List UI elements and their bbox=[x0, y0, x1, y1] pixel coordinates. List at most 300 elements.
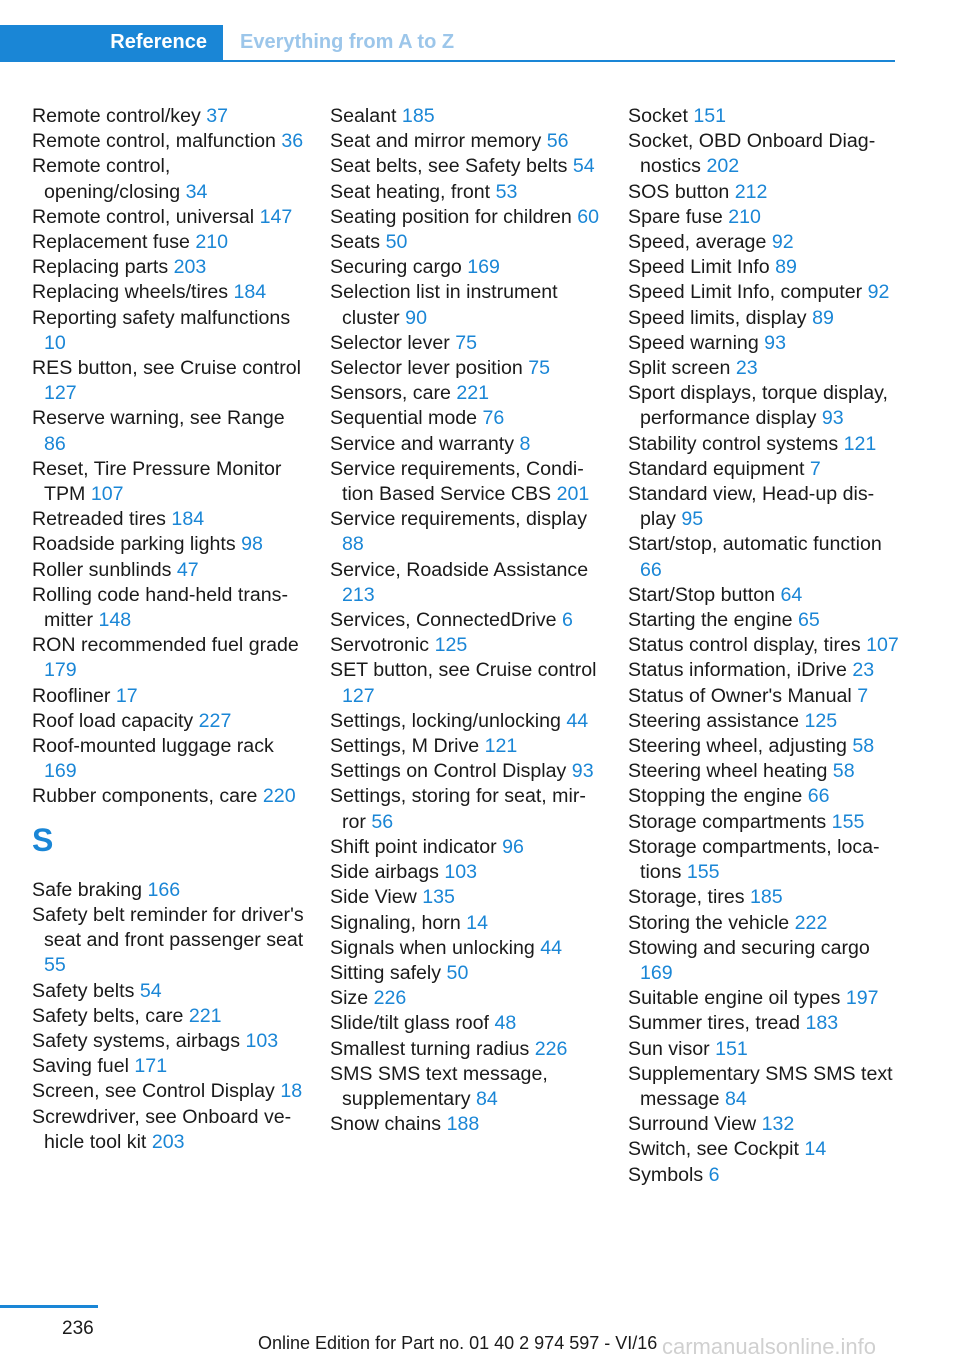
index-entry bbox=[628, 457, 900, 482]
index-entry bbox=[628, 129, 900, 179]
entry-term: Seating position for children bbox=[330, 205, 572, 228]
edition-note: Online Edition for Part no. 01 40 2 974 597 - VI/16 bbox=[258, 1333, 658, 1353]
entry-term: Replacement fuse bbox=[32, 231, 190, 254]
page-link[interactable]: 50 bbox=[446, 961, 469, 984]
index-entry bbox=[330, 1011, 602, 1036]
index-entry bbox=[330, 331, 602, 356]
index-entry bbox=[628, 1037, 900, 1062]
page-link[interactable]: 10 bbox=[44, 331, 66, 354]
index-entry bbox=[628, 684, 900, 709]
index-entry bbox=[330, 457, 602, 507]
index-entry bbox=[330, 986, 602, 1011]
index-entry bbox=[330, 1112, 602, 1137]
entry-term: Safety belts bbox=[32, 979, 135, 1002]
entry-term: SMS SMS text message, supplementary bbox=[330, 1062, 548, 1110]
entry-term: Stability control systems bbox=[628, 432, 839, 455]
index-entry bbox=[330, 129, 602, 154]
page-link[interactable]: 185 bbox=[749, 886, 783, 909]
page-link[interactable]: 7 bbox=[809, 457, 821, 480]
entry-term: Side airbags bbox=[330, 861, 439, 884]
page-link[interactable]: 135 bbox=[422, 886, 455, 909]
index-entry bbox=[330, 1062, 602, 1112]
index-column-3 bbox=[628, 104, 900, 1188]
page-link[interactable]: 6 bbox=[708, 1163, 720, 1186]
entry-term: Reserve warning, see Range bbox=[32, 407, 285, 430]
page-link[interactable]: 222 bbox=[794, 911, 828, 934]
page-link[interactable]: 92 bbox=[771, 231, 794, 254]
index-entry bbox=[628, 936, 900, 986]
entry-term: Safety belts, care bbox=[32, 1004, 184, 1027]
index-entry bbox=[32, 878, 304, 903]
entry-term: Remote control, malfunction bbox=[32, 130, 276, 153]
page-link[interactable]: 50 bbox=[385, 231, 408, 254]
page-link[interactable]: 227 bbox=[198, 709, 232, 732]
index-entry bbox=[628, 810, 900, 835]
index-entry bbox=[32, 129, 304, 154]
page-link[interactable]: 125 bbox=[804, 709, 838, 732]
entry-term: RES button, see Cruise control bbox=[32, 357, 302, 380]
entry-term: Status information, iDrive bbox=[628, 659, 847, 682]
index-entry bbox=[628, 986, 900, 1011]
index-entry bbox=[628, 835, 900, 885]
page-link[interactable]: 44 bbox=[540, 936, 563, 959]
index-entry bbox=[32, 1105, 304, 1155]
page-link[interactable]: 84 bbox=[475, 1087, 498, 1110]
page-link[interactable]: 64 bbox=[780, 583, 803, 606]
index-entry bbox=[32, 1004, 304, 1029]
page-link[interactable]: 8 bbox=[519, 432, 531, 455]
entry-term: Screwdriver, see Onboard vehicle tool kit bbox=[32, 1105, 292, 1153]
page-link[interactable]: 184 bbox=[171, 508, 205, 531]
index-entry bbox=[628, 1137, 900, 1162]
entry-term: Speed limits, display bbox=[628, 306, 807, 329]
entry-term: Storage compartments bbox=[628, 810, 827, 833]
entry-term: Sport displays, torque display, performance display bbox=[628, 382, 888, 430]
section-tab-label: Reference bbox=[110, 31, 207, 53]
index-entry bbox=[32, 280, 304, 305]
watermark: carmanualsonline.info bbox=[662, 1334, 877, 1359]
entry-term: Signals when unlocking bbox=[330, 936, 535, 959]
page-link[interactable]: 103 bbox=[444, 861, 478, 884]
index-entry bbox=[628, 734, 900, 759]
entry-term: Status control display, tires bbox=[628, 634, 861, 657]
page-link[interactable]: 36 bbox=[281, 130, 304, 153]
index-entry bbox=[32, 306, 304, 356]
page-link[interactable]: 179 bbox=[44, 659, 77, 682]
index-entry bbox=[628, 759, 900, 784]
page-link[interactable]: 60 bbox=[577, 205, 600, 228]
page-link[interactable]: 125 bbox=[434, 634, 468, 657]
page-link[interactable]: 58 bbox=[852, 735, 875, 758]
index-entry bbox=[32, 356, 304, 406]
page-link[interactable]: 210 bbox=[195, 231, 229, 254]
page-link[interactable]: 93 bbox=[821, 407, 844, 430]
entry-term: Slide/tilt glass roof bbox=[330, 1012, 489, 1035]
index-column-2 bbox=[330, 104, 602, 1137]
index-entry bbox=[330, 507, 602, 557]
entry-term: Retreaded tires bbox=[32, 508, 166, 531]
index-entry bbox=[330, 784, 602, 834]
entry-term: Settings on Control Display bbox=[330, 760, 567, 783]
entry-term: Storage compartments, locations bbox=[628, 835, 880, 884]
entry-term: Switch, see Cockpit bbox=[628, 1138, 799, 1161]
index-entry bbox=[628, 658, 900, 683]
index-entry bbox=[32, 154, 304, 204]
index-entry bbox=[628, 784, 900, 809]
index-entry bbox=[32, 230, 304, 255]
entry-term: Stowing and securing cargo bbox=[628, 936, 870, 959]
entry-term: Service requirements, display bbox=[330, 508, 588, 531]
page-link[interactable]: 48 bbox=[494, 1012, 517, 1035]
entry-term: Steering wheel heating bbox=[628, 760, 828, 783]
index-entry bbox=[32, 205, 304, 230]
index-entry bbox=[628, 583, 900, 608]
index-entry bbox=[330, 633, 602, 658]
index-entry bbox=[32, 1029, 304, 1054]
page-link[interactable]: 132 bbox=[761, 1113, 795, 1136]
page-link[interactable]: 37 bbox=[206, 105, 229, 127]
page-link[interactable]: 151 bbox=[715, 1037, 748, 1060]
header-bar bbox=[0, 25, 895, 62]
entry-term: Roller sunblinds bbox=[32, 558, 172, 581]
subsection-title[interactable]: Everything from A to Z bbox=[240, 31, 455, 53]
footer-rule bbox=[0, 1305, 98, 1308]
page-link[interactable]: 203 bbox=[151, 1130, 185, 1153]
entry-term: Surround View bbox=[628, 1113, 757, 1136]
index-entry bbox=[628, 180, 900, 205]
entry-term: RON recommended fuel grade bbox=[32, 634, 299, 657]
entry-term: Settings, locking/unlocking bbox=[330, 709, 561, 732]
entry-term: Speed Limit Info, computer bbox=[628, 281, 863, 304]
entry-term: Screen, see Control Display bbox=[32, 1080, 275, 1103]
entry-term: Service requirements, Condition Based Service CBS bbox=[330, 457, 584, 506]
page-link[interactable]: 169 bbox=[467, 256, 500, 279]
page-link[interactable]: 202 bbox=[706, 155, 740, 178]
entry-term: SOS button bbox=[628, 180, 730, 203]
entry-term: Reset, Tire Pressure Monitor TPM bbox=[32, 457, 282, 506]
page-link[interactable]: 44 bbox=[566, 709, 589, 732]
entry-term: Sitting safely bbox=[330, 961, 442, 984]
index-entry bbox=[628, 1011, 900, 1036]
page-link[interactable]: 213 bbox=[342, 583, 375, 606]
index-entry bbox=[330, 961, 602, 986]
page-link[interactable]: 65 bbox=[797, 609, 820, 632]
page-link[interactable]: 54 bbox=[572, 155, 595, 178]
entry-term: Stopping the engine bbox=[628, 785, 803, 808]
index-entry bbox=[628, 532, 900, 582]
index-entry bbox=[628, 331, 900, 356]
index-entry bbox=[628, 381, 900, 431]
index-entry bbox=[330, 230, 602, 255]
index-entry bbox=[330, 205, 602, 230]
entry-term: Seats bbox=[330, 231, 381, 254]
page-link[interactable]: 171 bbox=[134, 1055, 168, 1078]
index-entry bbox=[32, 457, 304, 507]
entry-term: Remote control, universal bbox=[32, 205, 255, 228]
index-entry bbox=[628, 885, 900, 910]
index-entry bbox=[32, 784, 304, 809]
entry-term: Symbols bbox=[628, 1163, 704, 1186]
entry-term: Seat and mirror memory bbox=[330, 130, 542, 153]
entry-term: Speed, average bbox=[628, 231, 767, 254]
page-link[interactable]: 88 bbox=[342, 533, 364, 556]
index-entry bbox=[330, 104, 602, 129]
page-link[interactable]: 96 bbox=[502, 835, 524, 858]
entry-term: Roofliner bbox=[32, 684, 111, 707]
index-column-1 bbox=[32, 104, 304, 1155]
entry-term: Starting the engine bbox=[628, 609, 793, 632]
page-link[interactable]: 23 bbox=[735, 357, 758, 380]
entry-term: Roof-mounted luggage rack bbox=[32, 735, 274, 758]
page-link[interactable]: 188 bbox=[446, 1113, 480, 1136]
entry-term: Remote control/key bbox=[32, 105, 201, 127]
index-entry bbox=[32, 734, 304, 784]
index-entry bbox=[628, 432, 900, 457]
page-link[interactable]: 184 bbox=[233, 281, 267, 304]
index-entry bbox=[330, 658, 602, 708]
index-entry bbox=[330, 180, 602, 205]
index-entry bbox=[330, 885, 602, 910]
page-link[interactable]: 127 bbox=[342, 684, 375, 707]
entry-term: Selection list in instrument cluster bbox=[330, 281, 558, 329]
page-link[interactable]: 127 bbox=[44, 382, 77, 405]
entry-term: Sequential mode bbox=[330, 407, 478, 430]
index-entry bbox=[32, 558, 304, 583]
index-entry bbox=[32, 507, 304, 532]
page-link[interactable]: 169 bbox=[640, 961, 673, 984]
entry-term: Safety belt reminder for driver's seat and front passenger seat bbox=[32, 903, 304, 952]
index-entry bbox=[330, 255, 602, 280]
index-entry bbox=[330, 734, 602, 759]
entry-term: Storing the vehicle bbox=[628, 911, 790, 934]
page-link[interactable]: 183 bbox=[805, 1012, 839, 1035]
entry-term: SET button, see Cruise control bbox=[330, 659, 597, 682]
page-link[interactable]: 89 bbox=[775, 256, 797, 279]
index-entry bbox=[628, 911, 900, 936]
page-link[interactable]: 98 bbox=[241, 533, 263, 556]
page-link[interactable]: 107 bbox=[90, 483, 124, 506]
entry-term: Replacing wheels/tires bbox=[32, 281, 229, 304]
entry-term: Seat heating, front bbox=[330, 180, 491, 203]
index-entry bbox=[628, 709, 900, 734]
index-entry bbox=[330, 558, 602, 608]
index-entry bbox=[32, 406, 304, 456]
page-link[interactable]: 54 bbox=[139, 979, 162, 1002]
entry-term: Spare fuse bbox=[628, 205, 723, 228]
index-entry bbox=[330, 381, 602, 406]
page-link[interactable]: 220 bbox=[262, 785, 296, 808]
page-link[interactable]: 34 bbox=[185, 180, 208, 203]
index-letter-heading: S bbox=[32, 821, 54, 858]
entry-term: Rolling code hand-held transmitter bbox=[32, 583, 288, 632]
page-link[interactable]: 121 bbox=[843, 432, 877, 455]
entry-term: Roadside parking lights bbox=[32, 533, 236, 556]
entry-term: Sensors, care bbox=[330, 382, 451, 405]
page-link[interactable]: 203 bbox=[173, 256, 207, 279]
entry-term: Steering assistance bbox=[628, 709, 799, 732]
page-link[interactable]: 23 bbox=[852, 659, 875, 682]
section-tab-reference[interactable] bbox=[0, 25, 223, 60]
page-link[interactable]: 92 bbox=[867, 281, 890, 304]
entry-term: Status of Owner's Manual bbox=[628, 684, 852, 707]
index-entry bbox=[628, 280, 900, 305]
entry-term: Service, Roadside Assistance bbox=[330, 558, 589, 581]
page-link[interactable]: 53 bbox=[495, 180, 518, 203]
entry-term: Selector lever position bbox=[330, 357, 523, 380]
page-link[interactable]: 7 bbox=[857, 684, 869, 707]
page-link[interactable]: 212 bbox=[734, 180, 768, 203]
page-link[interactable]: 58 bbox=[832, 760, 855, 783]
index-entry bbox=[628, 1062, 900, 1112]
page-link[interactable]: 18 bbox=[280, 1080, 303, 1103]
index-entry bbox=[330, 709, 602, 734]
page-link[interactable]: 93 bbox=[571, 760, 594, 783]
page-link[interactable]: 121 bbox=[484, 735, 518, 758]
page-link[interactable]: 210 bbox=[728, 205, 761, 228]
index-entry bbox=[628, 205, 900, 230]
entry-term: Replacing parts bbox=[32, 256, 169, 279]
index-entry bbox=[330, 154, 602, 179]
page-link[interactable]: 151 bbox=[693, 105, 727, 127]
page-link[interactable]: 148 bbox=[98, 609, 132, 632]
page-link[interactable]: 95 bbox=[681, 508, 704, 531]
page-link[interactable]: 75 bbox=[528, 357, 551, 380]
entry-term: Safe braking bbox=[32, 878, 143, 901]
entry-term: Side View bbox=[330, 886, 417, 909]
page-link[interactable]: 14 bbox=[466, 911, 488, 934]
index-entry bbox=[628, 1163, 900, 1188]
entry-term: Settings, M Drive bbox=[330, 735, 480, 758]
index-entry bbox=[32, 903, 304, 979]
entry-term: Steering wheel, adjusting bbox=[628, 735, 847, 758]
page-link[interactable]: 66 bbox=[807, 785, 830, 808]
page-link[interactable]: 166 bbox=[147, 878, 181, 901]
page-link[interactable]: 55 bbox=[44, 954, 66, 977]
index-entry bbox=[32, 709, 304, 734]
entry-term: Smallest turning radius bbox=[330, 1037, 530, 1060]
index-entry bbox=[628, 1112, 900, 1137]
index-entry bbox=[330, 406, 602, 431]
index-entry bbox=[628, 104, 900, 129]
index-entry bbox=[628, 482, 900, 532]
entry-term: Standard view, Head-up display bbox=[628, 483, 875, 531]
entry-term: Snow chains bbox=[330, 1113, 442, 1136]
index-entry bbox=[628, 633, 900, 658]
entry-term: Start/stop, automatic function bbox=[628, 533, 882, 556]
page-link[interactable]: 226 bbox=[373, 987, 407, 1010]
entry-term: Reporting safety malfunctions bbox=[32, 306, 291, 329]
page-link[interactable]: 66 bbox=[640, 558, 662, 581]
entry-term: Size bbox=[330, 987, 369, 1010]
page-link[interactable]: 103 bbox=[245, 1029, 279, 1052]
entry-term: Split screen bbox=[628, 357, 731, 380]
entry-term: Storage, tires bbox=[628, 886, 745, 909]
page-link[interactable]: 47 bbox=[176, 558, 199, 581]
page-link[interactable]: 14 bbox=[804, 1138, 827, 1161]
index-entry bbox=[628, 255, 900, 280]
index-entry bbox=[628, 230, 900, 255]
entry-term: Supplementary SMS SMS text message bbox=[628, 1062, 893, 1110]
index-entry bbox=[628, 306, 900, 331]
index-entry bbox=[32, 104, 304, 129]
entry-term: Rubber components, care bbox=[32, 785, 258, 808]
index-entry bbox=[32, 532, 304, 557]
entry-term: Sun visor bbox=[628, 1037, 710, 1060]
index-entry bbox=[32, 684, 304, 709]
page-link[interactable]: 90 bbox=[405, 306, 427, 329]
page-link[interactable]: 226 bbox=[534, 1037, 568, 1060]
entry-term: Seat belts, see Safety belts bbox=[330, 155, 568, 178]
entry-term: Settings, storing for seat, mirror bbox=[330, 785, 586, 833]
index-entry bbox=[628, 608, 900, 633]
index-entry bbox=[32, 583, 304, 633]
entry-term: Selector lever bbox=[330, 331, 450, 354]
index-entry bbox=[628, 356, 900, 381]
page-link[interactable]: 6 bbox=[561, 609, 573, 632]
entry-term: Securing cargo bbox=[330, 256, 462, 279]
index-entry bbox=[32, 1079, 304, 1104]
page-link[interactable]: 107 bbox=[866, 634, 899, 657]
page-link[interactable]: 86 bbox=[44, 432, 66, 455]
index-entry bbox=[32, 1054, 304, 1079]
page-link[interactable]: 84 bbox=[724, 1087, 747, 1110]
page-link[interactable]: 155 bbox=[831, 810, 865, 833]
page-link[interactable]: 185 bbox=[401, 105, 435, 127]
index-entry bbox=[330, 432, 602, 457]
index-entry bbox=[330, 1037, 602, 1062]
entry-term: Remote control, opening/closing bbox=[32, 155, 181, 203]
page-link[interactable]: 147 bbox=[259, 205, 293, 228]
index-entry bbox=[330, 608, 602, 633]
page-link[interactable]: 155 bbox=[686, 861, 720, 884]
entry-term: Speed Limit Info bbox=[628, 256, 770, 279]
page-link[interactable]: 76 bbox=[482, 407, 505, 430]
page-link[interactable]: 89 bbox=[812, 306, 834, 329]
page-link[interactable]: 169 bbox=[44, 760, 77, 783]
entry-term: Servotronic bbox=[330, 634, 430, 657]
index-entry bbox=[330, 835, 602, 860]
page-link[interactable]: 221 bbox=[188, 1004, 222, 1027]
index-entry bbox=[330, 356, 602, 381]
entry-term: Saving fuel bbox=[32, 1055, 129, 1078]
page-link[interactable]: 56 bbox=[371, 810, 394, 833]
index-entry bbox=[330, 280, 602, 330]
entry-term: Speed warning bbox=[628, 331, 759, 354]
entry-term: Safety systems, airbags bbox=[32, 1029, 240, 1052]
entry-term: Summer tires, tread bbox=[628, 1012, 801, 1035]
entry-term: Roof load capacity bbox=[32, 709, 194, 732]
page-link[interactable]: 201 bbox=[556, 483, 590, 506]
index-entry bbox=[32, 979, 304, 1004]
page-link[interactable]: 93 bbox=[764, 331, 786, 354]
entry-term: Shift point indicator bbox=[330, 835, 497, 858]
entry-term: Standard equipment bbox=[628, 457, 805, 480]
page-link[interactable]: 56 bbox=[546, 130, 569, 153]
index-entry bbox=[32, 255, 304, 280]
entry-term: Suitable engine oil types bbox=[628, 987, 841, 1010]
index-entry bbox=[330, 936, 602, 961]
entry-term: Sealant bbox=[330, 105, 397, 127]
page-number: 236 bbox=[62, 1318, 94, 1339]
index-entry bbox=[330, 759, 602, 784]
page-link[interactable]: 75 bbox=[455, 331, 478, 354]
page-link[interactable]: 221 bbox=[456, 382, 490, 405]
index-entry bbox=[330, 860, 602, 885]
page-link[interactable]: 17 bbox=[115, 684, 138, 707]
entry-term: Service and warranty bbox=[330, 432, 515, 455]
entry-term: Socket, OBD Onboard Diagnostics bbox=[628, 130, 876, 178]
page-link[interactable]: 197 bbox=[845, 987, 879, 1010]
